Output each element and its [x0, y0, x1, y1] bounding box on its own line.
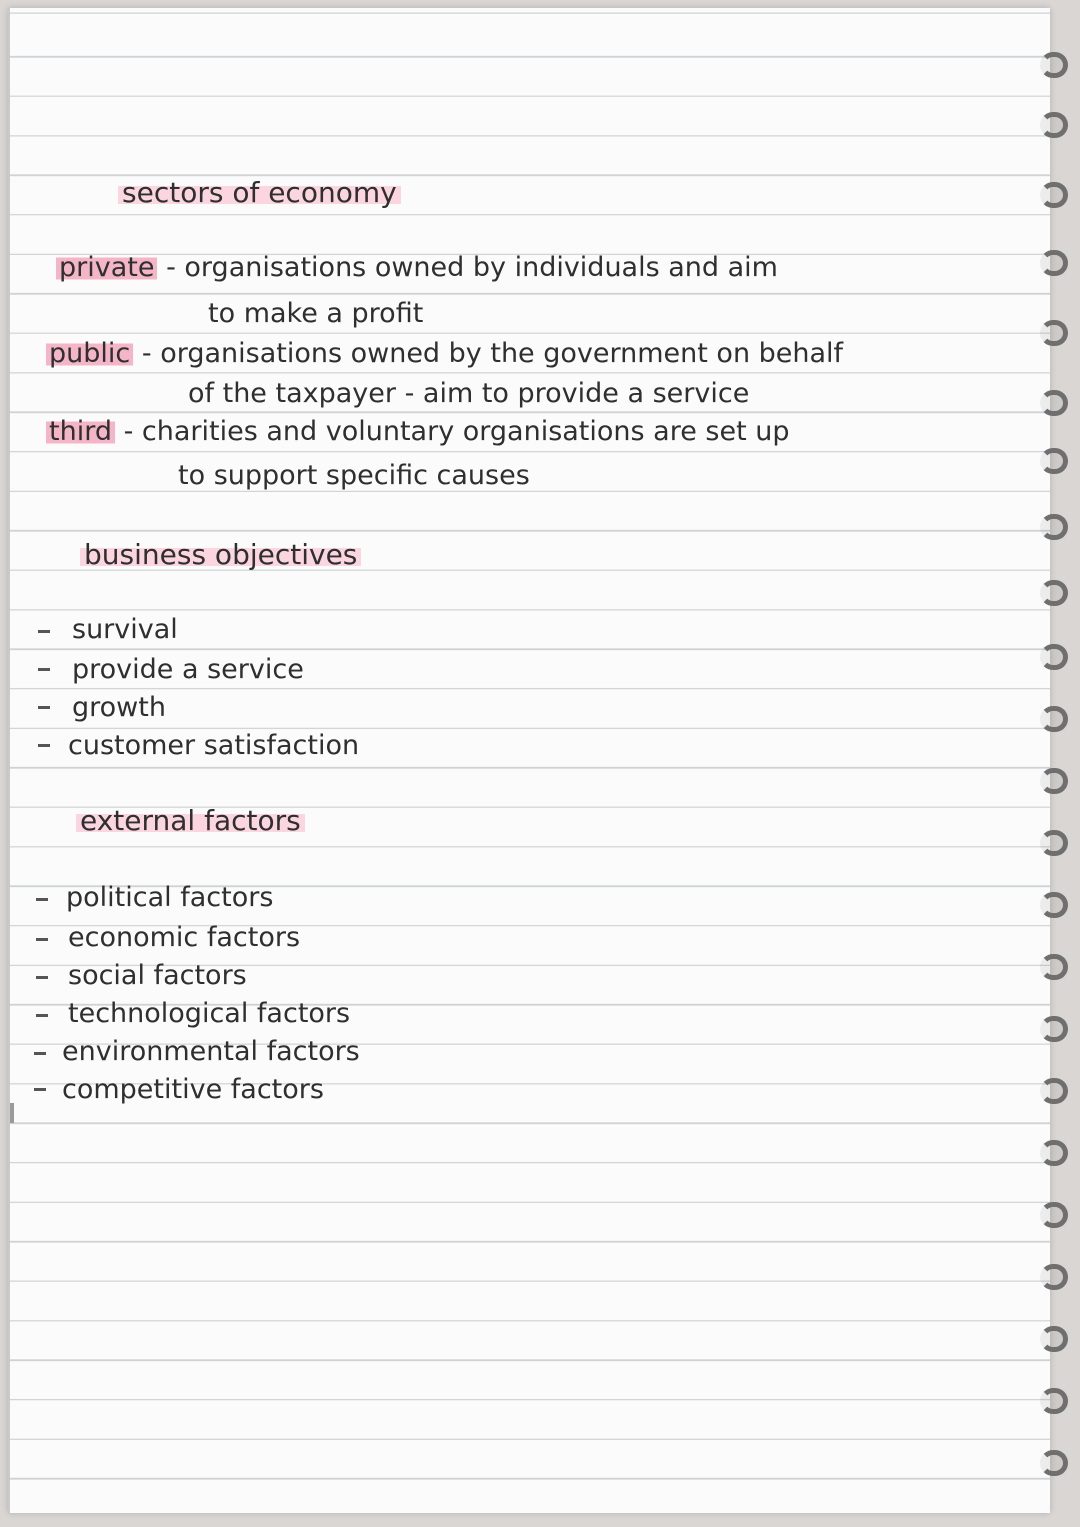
term-public: public [46, 338, 133, 369]
heading-external-factors [76, 804, 305, 837]
spiral-ring [1040, 1450, 1068, 1476]
definition-line: organisations owned by the government on behalf [160, 338, 844, 369]
factor-item: technological factors [68, 998, 351, 1029]
definition-line: organisations owned by individuals and aim [184, 252, 778, 283]
factor-item: social factors [68, 960, 247, 991]
objective-item: provide a service [72, 654, 304, 685]
bullet-dash [36, 976, 48, 979]
entry-third [46, 416, 790, 447]
definition-line: to support specific causes [178, 460, 530, 491]
bullet-dash [36, 898, 48, 901]
notebook-page [8, 8, 1050, 1513]
separator: - [123, 416, 134, 447]
term-third: third [46, 416, 115, 447]
definition-line: of the taxpayer - aim to provide a service [188, 378, 750, 409]
spiral-ring [1040, 644, 1068, 670]
spiral-ring [1040, 1202, 1068, 1228]
bullet-dash [36, 938, 48, 941]
spiral-ring [1040, 706, 1068, 732]
margin-mark [10, 1103, 14, 1123]
spiral-ring [1040, 250, 1068, 276]
term-private: private [56, 252, 157, 283]
spiral-ring [1040, 1140, 1068, 1166]
factor-item: economic factors [68, 922, 301, 953]
spiral-ring [1040, 1016, 1068, 1042]
entry-private [56, 252, 778, 283]
spiral-ring [1040, 320, 1068, 346]
spiral-ring [1040, 52, 1068, 78]
objective-item: customer satisfaction [68, 730, 360, 761]
entry-public [46, 338, 843, 369]
spiral-ring [1040, 514, 1068, 540]
spiral-ring [1040, 1078, 1068, 1104]
factor-item: competitive factors [62, 1074, 324, 1105]
spiral-ring [1040, 390, 1068, 416]
spiral-ring [1040, 892, 1068, 918]
heading-text: business objectives [80, 538, 361, 571]
heading-sectors-of-economy [118, 176, 401, 209]
spiral-ring [1040, 1388, 1068, 1414]
spiral-ring [1040, 768, 1068, 794]
heading-text: sectors of economy [118, 176, 401, 209]
spiral-ring [1040, 1326, 1068, 1352]
objective-item: survival [72, 614, 178, 645]
separator: - [141, 338, 152, 369]
heading-business-objectives [80, 538, 361, 571]
spiral-ring [1040, 954, 1068, 980]
definition-line: charities and voluntary organisations are set up [141, 416, 790, 447]
factor-item: political factors [66, 882, 274, 913]
spiral-ring [1040, 580, 1068, 606]
separator: - [166, 252, 176, 283]
bullet-dash [38, 706, 50, 709]
spiral-ring [1040, 1264, 1068, 1290]
definition-line: to make a profit [208, 298, 424, 329]
spiral-ring [1040, 112, 1068, 138]
factor-item: environmental factors [62, 1036, 360, 1067]
heading-text: external factors [76, 804, 305, 837]
spiral-ring [1040, 830, 1068, 856]
bullet-dash [34, 1052, 46, 1055]
bullet-dash [38, 744, 50, 747]
bullet-dash [34, 1088, 46, 1091]
bullet-dash [38, 630, 50, 633]
bullet-dash [38, 668, 50, 671]
spiral-ring [1040, 182, 1068, 208]
bullet-dash [36, 1014, 48, 1017]
objective-item: growth [72, 692, 166, 723]
spiral-ring [1040, 448, 1068, 474]
